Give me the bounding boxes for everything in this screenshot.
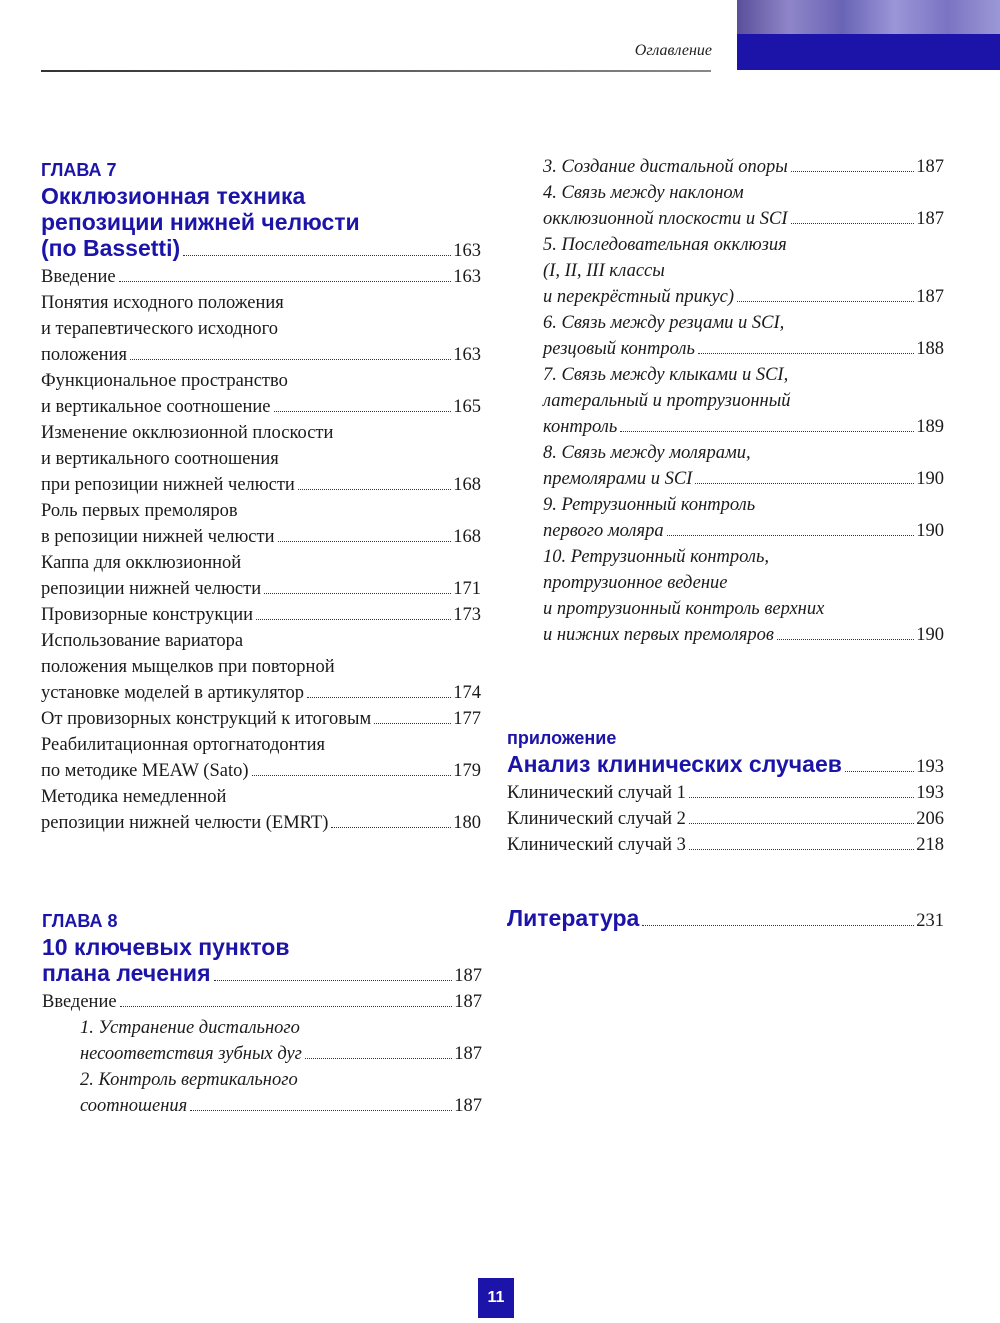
section-title-text: Литература — [507, 905, 640, 931]
toc-entry-line: 7. Связь между клыками и SCI, — [543, 365, 789, 385]
appendix-title — [507, 751, 944, 780]
toc-entry-last-line — [41, 576, 481, 602]
toc-entry-text: Клинический случай 3 — [507, 835, 686, 855]
toc-entry-text: резцовый контроль — [543, 339, 695, 359]
leader-dots — [698, 353, 914, 354]
toc-entry — [507, 832, 944, 858]
toc-entry — [41, 732, 481, 784]
toc-entry-page-number: 187 — [454, 1096, 482, 1116]
leader-dots — [689, 797, 914, 798]
toc-entry-page-number: 189 — [916, 417, 944, 437]
toc-entry-line: и терапевтического исходного — [41, 319, 278, 339]
toc-entry-last-line — [543, 336, 944, 362]
toc-entry-line: 4. Связь между наклоном — [543, 183, 744, 203]
toc-entry-text: Введение — [41, 267, 116, 287]
toc-entry-last-line — [41, 394, 481, 420]
toc-entry — [41, 602, 481, 628]
toc-entry-text: 3. Создание дистальной опоры — [543, 157, 788, 177]
leader-dots — [298, 489, 451, 490]
toc-entry — [41, 420, 481, 498]
leader-dots — [274, 411, 452, 412]
toc-entry-line: 6. Связь между резцами и SCI, — [543, 313, 785, 333]
toc-entry-text: репозиции нижней челюсти (EMRT) — [41, 813, 329, 833]
toc-entry-text: Клинический случай 1 — [507, 783, 686, 803]
header-rule — [41, 70, 711, 72]
toc-entry-text: в репозиции нижней челюсти — [41, 527, 275, 547]
leader-dots — [119, 281, 452, 282]
chapter7-label: ГЛАВА 7 — [41, 160, 117, 180]
toc-entry-last-line — [543, 206, 944, 232]
toc-entry-last-line — [41, 680, 481, 706]
toc-entry-line: Функциональное пространство — [41, 371, 288, 391]
chapter7-title — [41, 183, 481, 264]
toc-entry-line: Изменение окклюзионной плоскости — [41, 423, 334, 443]
leader-dots — [642, 925, 914, 926]
toc-entry-last-line — [543, 414, 944, 440]
section-title-last-line — [41, 235, 481, 264]
toc-entry-last-line — [41, 472, 481, 498]
chapter8-section — [42, 908, 482, 1119]
leader-dots — [695, 483, 914, 484]
toc-entry-page-number: 190 — [916, 625, 944, 645]
section-title-page-number: 231 — [916, 911, 944, 931]
toc-entry-text: контроль — [543, 417, 618, 437]
toc-entry-last-line — [543, 622, 944, 648]
toc-entry-line: 5. Последовательная окклюзия — [543, 235, 787, 255]
toc-entry-page-number: 180 — [453, 813, 481, 833]
toc-entry-last-line — [41, 758, 481, 784]
chapter8-cont-entries — [543, 154, 944, 648]
toc-entry-line: Каппа для окклюзионной — [41, 553, 242, 573]
toc-entry — [507, 780, 944, 806]
leader-dots — [278, 541, 452, 542]
toc-entry-text: Введение — [42, 992, 117, 1012]
toc-entry-text: окклюзионной плоскости и SCI — [543, 209, 788, 229]
toc-entry-line: протрузионное ведение — [543, 573, 728, 593]
section-title-text: (по Bassetti) — [41, 235, 181, 261]
toc-entry — [543, 180, 944, 232]
toc-entry-page-number: 190 — [916, 469, 944, 489]
toc-entry-page-number: 171 — [453, 579, 481, 599]
toc-entry — [42, 1067, 482, 1119]
toc-entry-line: Методика немедленной — [41, 787, 227, 807]
running-title: Оглавление — [634, 42, 712, 59]
leader-dots — [264, 593, 451, 594]
leader-dots — [777, 639, 914, 640]
toc-entry-last-line — [507, 806, 944, 832]
toc-entry-text: при репозиции нижней челюсти — [41, 475, 295, 495]
toc-entry-last-line — [543, 518, 944, 544]
leader-dots — [620, 431, 914, 432]
toc-entry-page-number: 165 — [453, 397, 481, 417]
toc-entry-text: по методике MEAW (Sato) — [41, 761, 249, 781]
toc-entry-line: положения мыщелков при повторной — [41, 657, 335, 677]
toc-entry-text: установке моделей в артикулятор — [41, 683, 305, 703]
leader-dots — [256, 619, 451, 620]
toc-entry-page-number: 187 — [454, 1044, 482, 1064]
toc-entry-line: 10. Ретрузионный контроль, — [543, 547, 770, 567]
toc-entry — [41, 264, 481, 290]
toc-entry-page-number: 168 — [453, 527, 481, 547]
toc-entry-text: репозиции нижней челюсти — [41, 579, 262, 599]
toc-entry-text: первого моляра — [543, 521, 664, 541]
toc-entry-page-number: 173 — [453, 605, 481, 625]
chapter8-label: ГЛАВА 8 — [42, 911, 118, 931]
leader-dots — [130, 359, 451, 360]
toc-entry-page-number: 168 — [453, 475, 481, 495]
toc-entry-last-line — [543, 154, 944, 180]
chapter7-section — [41, 157, 481, 836]
toc-entry-line: (I, II, III классы — [543, 261, 665, 281]
leader-dots — [307, 697, 451, 698]
appendix-entries — [507, 780, 944, 858]
leader-dots — [183, 255, 451, 256]
section-title-page-number: 187 — [454, 966, 482, 986]
appendix-section — [507, 725, 944, 858]
toc-entry-last-line — [41, 810, 481, 836]
leader-dots — [791, 171, 914, 172]
toc-entry-page-number: 179 — [453, 761, 481, 781]
toc-entry-page-number: 190 — [916, 521, 944, 541]
toc-entry-page-number: 163 — [453, 345, 481, 365]
section-title-last-line — [507, 751, 944, 780]
toc-entry-page-number: 174 — [453, 683, 481, 703]
toc-entry-last-line — [543, 466, 944, 492]
leader-dots — [252, 775, 452, 776]
toc-entry — [543, 154, 944, 180]
teeth-photo — [737, 0, 1000, 34]
page-number: 11 — [478, 1278, 514, 1318]
toc-entry-last-line — [80, 1093, 482, 1119]
toc-entry — [41, 368, 481, 420]
leader-dots — [791, 223, 915, 224]
section-title-page-number: 193 — [916, 757, 944, 777]
chapter8-continued — [543, 154, 944, 648]
leader-dots — [190, 1110, 452, 1111]
toc-entry-line: латеральный и протрузионный — [543, 391, 791, 411]
toc-entry — [543, 440, 944, 492]
toc-entry-page-number: 193 — [916, 783, 944, 803]
toc-entry-line: Реабилитационная ортогнатодонтия — [41, 735, 326, 755]
leader-dots — [214, 980, 453, 981]
section-title-page-number: 163 — [453, 241, 481, 261]
toc-entry — [543, 310, 944, 362]
toc-entry — [543, 492, 944, 544]
leader-dots — [120, 1006, 453, 1007]
literature-section — [507, 905, 944, 934]
leader-dots — [331, 827, 451, 828]
chapter8-entries — [42, 989, 482, 1119]
toc-entry-text: и вертикальное соотношение — [41, 397, 271, 417]
toc-entry-last-line — [42, 989, 482, 1015]
section-title-last-line — [42, 960, 482, 989]
leader-dots — [845, 771, 914, 772]
chapter7-entries — [41, 264, 481, 836]
toc-entry-last-line — [41, 524, 481, 550]
toc-entry — [42, 1015, 482, 1067]
toc-entry-page-number: 218 — [916, 835, 944, 855]
toc-entry-page-number: 163 — [453, 267, 481, 287]
toc-entry-line: и протрузионный контроль верхних — [543, 599, 825, 619]
toc-entry-line: и вертикального соотношения — [41, 449, 279, 469]
toc-entry — [507, 806, 944, 832]
toc-entry — [41, 498, 481, 550]
toc-entry — [42, 989, 482, 1015]
toc-entry-line: Роль первых премоляров — [41, 501, 238, 521]
toc-entry-line: 2. Контроль вертикального — [80, 1070, 298, 1090]
toc-entry — [41, 628, 481, 706]
toc-entry-last-line — [507, 780, 944, 806]
section-title-line: репозиции нижней челюсти — [41, 209, 360, 235]
leader-dots — [667, 535, 915, 536]
toc-entry — [543, 362, 944, 440]
toc-entry-page-number: 187 — [916, 157, 944, 177]
section-title-text: плана лечения — [42, 960, 211, 986]
chapter8-title — [42, 934, 482, 989]
toc-entry-line: 8. Связь между молярами, — [543, 443, 751, 463]
literature-title — [507, 905, 944, 934]
toc-entry-page-number: 206 — [916, 809, 944, 829]
toc-entry-text: премолярами и SCI — [543, 469, 693, 489]
header-color-band — [737, 34, 1000, 70]
toc-entry-last-line — [507, 832, 944, 858]
leader-dots — [305, 1058, 452, 1059]
toc-entry-text: и перекрёстный прикус) — [543, 287, 735, 307]
toc-entry — [543, 544, 944, 648]
toc-entry-page-number: 187 — [916, 287, 944, 307]
toc-entry — [41, 290, 481, 368]
toc-entry-line: 1. Устранение дистального — [80, 1018, 300, 1038]
toc-entry-page-number: 187 — [916, 209, 944, 229]
leader-dots — [689, 823, 914, 824]
toc-entry-text: Провизорные конструкции — [41, 605, 254, 625]
section-title-text: Анализ клинических случаев — [507, 751, 842, 777]
toc-entry-last-line — [41, 264, 481, 290]
leader-dots — [689, 849, 914, 850]
toc-entry-text: От провизорных конструкций к итоговым — [41, 709, 372, 729]
appendix-label: приложение — [507, 728, 617, 748]
toc-entry-page-number: 187 — [454, 992, 482, 1012]
toc-entry-last-line — [41, 342, 481, 368]
toc-entry — [543, 232, 944, 310]
toc-entry-line: 9. Ретрузионный контроль — [543, 495, 756, 515]
toc-entry — [41, 784, 481, 836]
toc-entry-last-line — [543, 284, 944, 310]
toc-entry-line: Использование вариатора — [41, 631, 244, 651]
toc-entry-text: соотношения — [80, 1096, 188, 1116]
toc-entry-text: положения — [41, 345, 127, 365]
leader-dots — [374, 723, 451, 724]
toc-entry-page-number: 177 — [453, 709, 481, 729]
leader-dots — [737, 301, 914, 302]
toc-entry — [41, 706, 481, 732]
toc-entry-last-line — [41, 602, 481, 628]
section-title-line: Окклюзионная техника — [41, 183, 306, 209]
section-title-line: 10 ключевых пунктов — [42, 934, 290, 960]
toc-entry-line: Понятия исходного положения — [41, 293, 284, 313]
toc-entry-last-line — [80, 1041, 482, 1067]
section-title-last-line — [507, 905, 944, 934]
toc-entry-text: Клинический случай 2 — [507, 809, 686, 829]
toc-entry — [41, 550, 481, 602]
toc-entry-page-number: 188 — [916, 339, 944, 359]
toc-entry-last-line — [41, 706, 481, 732]
toc-entry-text: и нижних первых премоляров — [543, 625, 774, 645]
toc-entry-text: несоответствия зубных дуг — [80, 1044, 302, 1064]
